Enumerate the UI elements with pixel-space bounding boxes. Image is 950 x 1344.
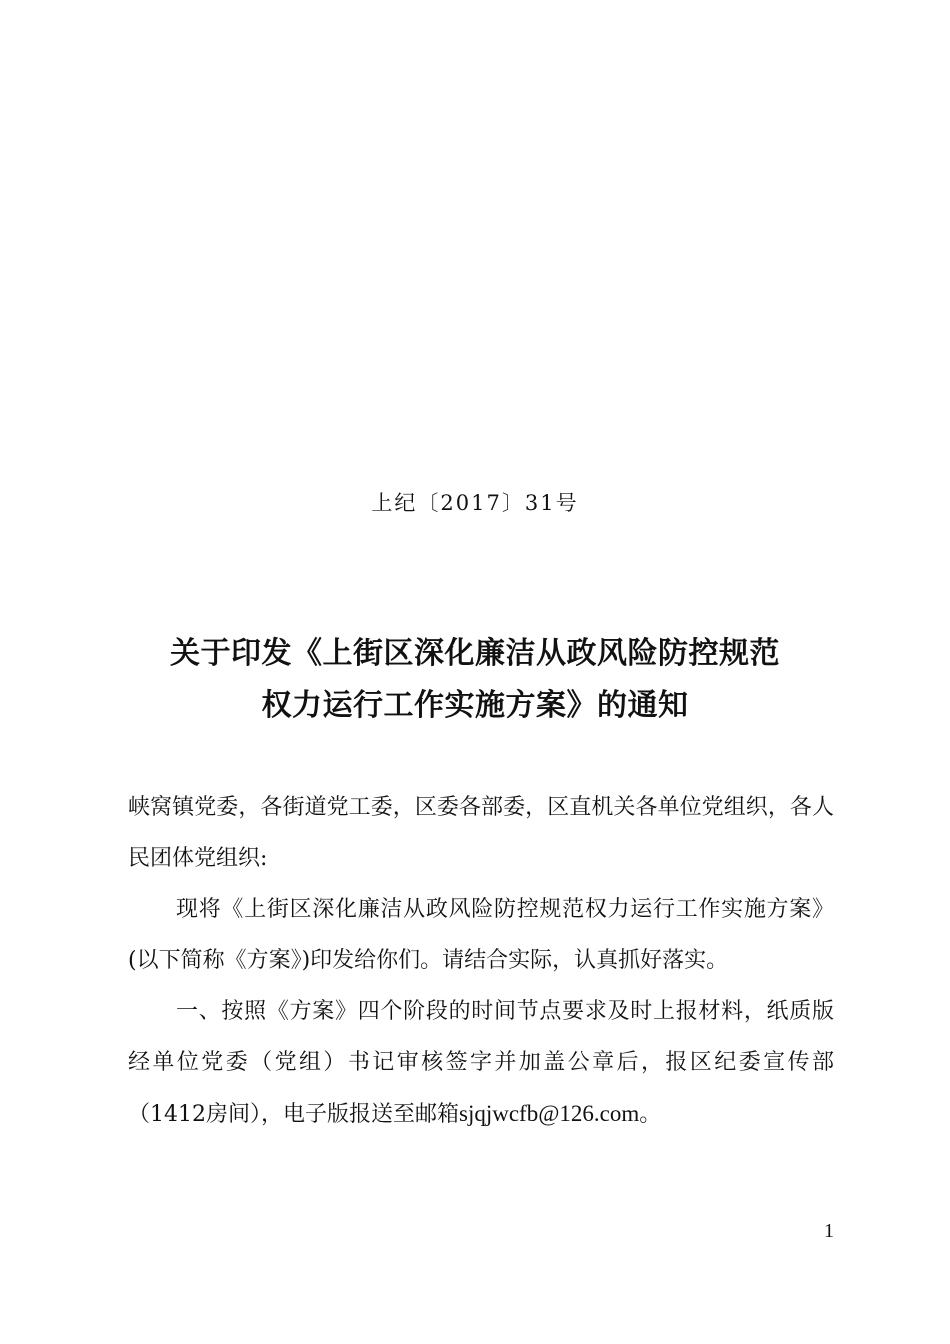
title-line-2: 权力运行工作实施方案》的通知 xyxy=(261,688,689,723)
document-title xyxy=(100,628,850,732)
intro-paragraph: 现将《上街区深化廉洁从政风险防控规范权力运行工作实施方案》(以下简称《方案》)印发给你们。请结合实际，认真抓好落实。 xyxy=(128,897,834,973)
document-body xyxy=(128,782,834,1140)
recipients-paragraph: 峡窝镇党委，各街道党工委，区委各部委，区直机关各单位党组织，各人民团体党组织: xyxy=(128,795,834,871)
instruction-paragraph xyxy=(128,986,834,1140)
instruction-text: 一、按照《方案》四个阶段的时间节点要求及时上报材料，纸质版经单位党委（党组）书记审核签字并加盖公章后，报区纪委宣传部（1412房间），电子版报送至邮箱 xyxy=(128,999,834,1127)
title-line-1: 关于印发《上街区深化廉洁从政风险防控规范 xyxy=(170,636,780,671)
page-number: 1 xyxy=(824,1220,834,1242)
document-number: 上纪〔2017〕31号 xyxy=(371,491,579,515)
email-address: sjqjwcfb@126.com xyxy=(459,1101,640,1126)
instruction-end-punctuation: 。 xyxy=(639,1102,662,1127)
